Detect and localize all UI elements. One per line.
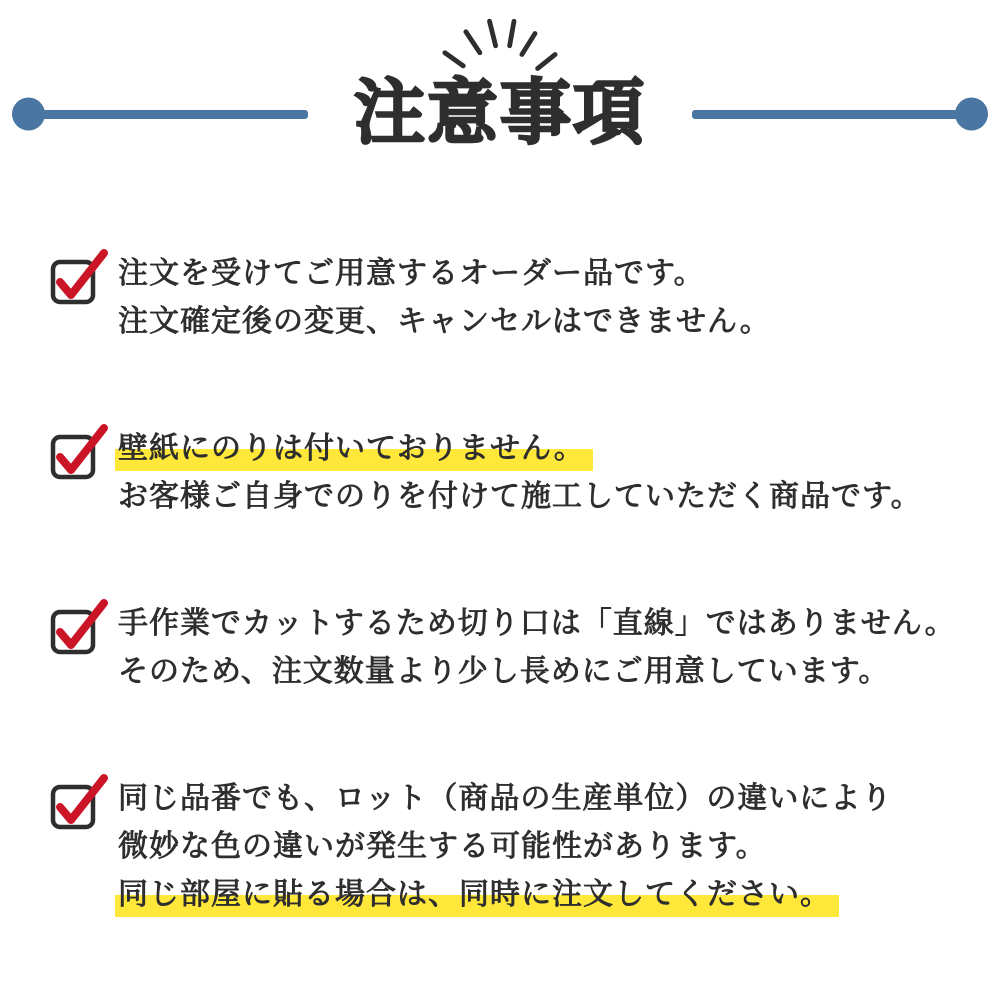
red-checkmark-checkbox-icon <box>48 421 110 481</box>
notice-line <box>118 648 956 696</box>
highlighted-notice-text: 壁紙にのりは付いておりません。 <box>115 432 593 471</box>
header-rule-right-icon <box>692 110 987 119</box>
notice-text: お客様ご自身でのりを付けて施工していただく商品です。 <box>118 480 922 513</box>
notice-text-block <box>118 246 771 346</box>
notice-text: 注文を受けてご用意するオーダー品です。 <box>118 257 705 290</box>
highlighted-notice-text: 同じ部屋に貼る場合は、同時に注文してください。 <box>115 878 839 917</box>
notice-list <box>48 246 956 994</box>
notice-line <box>118 473 922 521</box>
notice-line <box>118 871 892 919</box>
notice-item <box>48 771 956 919</box>
notice-line <box>118 775 892 823</box>
notice-text-block <box>118 771 892 919</box>
header-dot-left-icon <box>12 98 45 131</box>
notice-text-block <box>118 421 922 521</box>
emphasis-rays-icon <box>434 16 566 72</box>
header <box>0 72 1000 156</box>
notice-item <box>48 596 956 696</box>
red-checkmark-checkbox-icon <box>48 596 110 656</box>
notice-item <box>48 246 956 346</box>
notice-text-block <box>118 596 956 696</box>
notice-line <box>118 250 771 298</box>
notice-text: 同じ品番でも、ロット（商品の生産単位）の違いにより <box>118 782 893 815</box>
notice-line <box>118 823 892 871</box>
notice-item <box>48 421 956 521</box>
page-title: 注意事項 <box>354 74 647 153</box>
notice-text: 微妙な色の違いが発生する可能性があります。 <box>118 830 767 863</box>
notice-text: 注文確定後の変更、キャンセルはできません。 <box>118 305 771 338</box>
red-checkmark-checkbox-icon <box>48 771 110 831</box>
notice-line <box>118 600 956 648</box>
notice-text: 手作業でカットするため切り口は「直線」ではありません。 <box>118 607 956 640</box>
header-rule-left-icon <box>13 110 308 119</box>
notice-line <box>118 298 771 346</box>
red-checkmark-checkbox-icon <box>48 246 110 306</box>
notice-line <box>118 425 922 473</box>
header-dot-right-icon <box>955 98 988 131</box>
notice-text: そのため、注文数量より少し長めにご用意しています。 <box>118 655 890 688</box>
